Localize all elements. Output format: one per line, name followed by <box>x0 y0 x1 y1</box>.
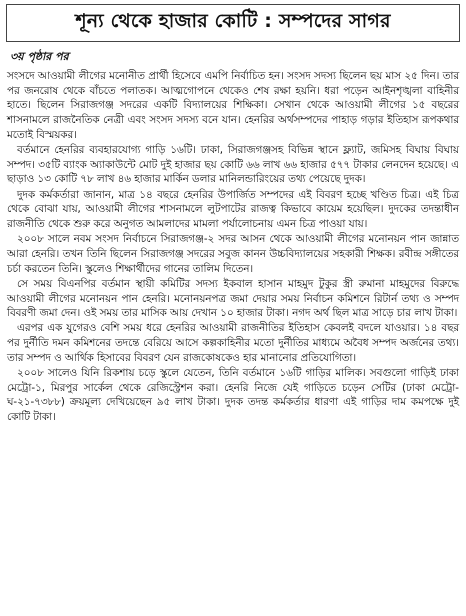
article-paragraph: সংসদে আওয়ামী লীগের মনোনীত প্রার্থী হিসেবে এমপি নির্বাচিত হন। সংসদ সদস্য ছিলেন ছয় মাস ২৫ দিন। তার পর জনরোষ থেকে বাঁচতে পলাতক। আত্মগোপনে থেকেও শেষ রক্ষা হয়নি। ধরা পড়েন আইনশৃঙ্খলা বাহিনীর হাতে। ছিলেন সিরাজগঞ্জ সদরের একটি বিদ্যালয়ের শিক্ষিকা। সেখান থেকে আওয়ামী লীগের ১৫ বছরের শাসনামলে রাজনৈতিক নেত্রী এবং সংসদ সদস্য বনে যান। হেনরির অর্থসম্পদের পাহাড় গড়ার ইতিহাস রূপকথার মতোই বিস্ময়কর। <box>7 70 459 141</box>
article-paragraph: এরপর এক যুগেরও বেশি সময় ধরে হেনরির আওয়ামী রাজনীতির ইতিহাস কেবলই বদলে যাওয়ার। ১৪ বছর পর দুর্নীতি দমন কমিশনের তদন্তে বেরিয়ে আসে কল্পকাহিনীর মতো দুর্নীতির মাধ্যমে অবৈধ সম্পদ অর্জনের তথ্য। তার সম্পদ ও আর্থিক হিসাবের বিবরণ যেন রাজকোষকেও হার মানানোর প্রতিযোগিতা। <box>7 322 459 364</box>
article-paragraph: ২০০৮ সালে নবম সংসদ নির্বাচনে সিরাজগঞ্জ-২ সদর আসন থেকে আওয়ামী লীগের মনোনয়ন পান জান্নাত আরা হেনরি। তখন তিনি ছিলেন সিরাজগঞ্জ সদরের সবুজ কানন উচ্চবিদ্যালয়ের সহকারী শিক্ষক। রবীন্দ্র সঙ্গীতের চর্চা করতেন তিনি। স্কুলেও শিক্ষার্থীদের গানের তালিম দিতেন। <box>7 233 459 275</box>
article-paragraph: ২০০৮ সালেও যিনি রিকশায় চড়ে স্কুলে যেতেন, তিনি বর্তমানে ১৬টি গাড়ির মালিক। সবগুলো গাড়িই ঢাকা মেট্রো-১, মিরপুর সার্কেল থেকে রেজিস্ট্রেশন করা। হেনরি নিজে যেই গাড়িতে চড়েন সেটির (ঢাকা মেট্রো-ঘ-২১-৭৩৮৮) ক্রয়মূল্য দেখিয়েছেন ৯৫ লাখ টাকা। দুদক তদন্ত কর্মকর্তার ধারণা এই গাড়ির দাম কমপক্ষে দুই কোটি টাকা। <box>7 367 459 424</box>
continued-label: ৩য় পৃষ্ঠার পর <box>10 50 69 63</box>
headline: শূন্য থেকে হাজার কোটি : সম্পদের সাগর <box>75 10 391 32</box>
article-paragraph: দুদক কর্মকর্তারা জানান, মাত্র ১৪ বছরে হেনরির উপার্জিত সম্পদের এই বিবরণ হচ্ছে খণ্ডিত চিত্র। এই চিত্র থেকে বোঝা যায়, আওয়ামী লীগের শাসনামলে লুটপাটের রাজত্ব কিভাবে কায়েম হয়েছিল। দুদকের তদন্তাধীন রাজনীতি থেকে শুরু করে অনুগত আমলাদের মামলা পর্যালোচনায় এমন চিত্র পাওয়া যায়। <box>7 188 459 231</box>
headline-box <box>6 4 460 42</box>
article-paragraph: সে সময় বিএনপির বর্তমান স্থায়ী কমিটির সদস্য ইকবাল হাসান মাহমুদ টুকুর স্ত্রী রুমানা মাহমুদের বিরুদ্ধে আওয়ামী লীগের মনোনয়ন পান হেনরি। মনোনয়নপত্র জমা দেয়ার সময় নির্বাচন কমিশনে রিটার্ন তথ্য ও সম্পদ বিবরণী জমা দেন। ওই সময় তার মাসিক আয় দেখান ১০ হাজার টাকা। নগদ অর্থ ছিল মাত্র সাড়ে চার লাখ টাকা। <box>7 277 459 320</box>
article-paragraph: বর্তমানে হেনরির ব্যবহারযোগ্য গাড়ি ১৬টি। ঢাকা, সিরাজগঞ্জসহ বিভিন্ন স্থানে ফ্ল্যাট, জমিসহ বিঘায় বিঘায় সম্পদ। ৩৫টি ব্যাংক অ্যাকাউন্টে মোট দুই হাজার ছয় কোটি ৬৬ লাখ ৬৬ হাজার ৫৭৭ টাকার লেনদেন হয়েছে। এ ছাড়াও ১৩ কোটি ৭৮ লাখ ৪৬ হাজার মার্কিন ডলার মানিলন্ডারিংয়ের তথ্য পেয়েছে দুদক। <box>7 144 459 186</box>
